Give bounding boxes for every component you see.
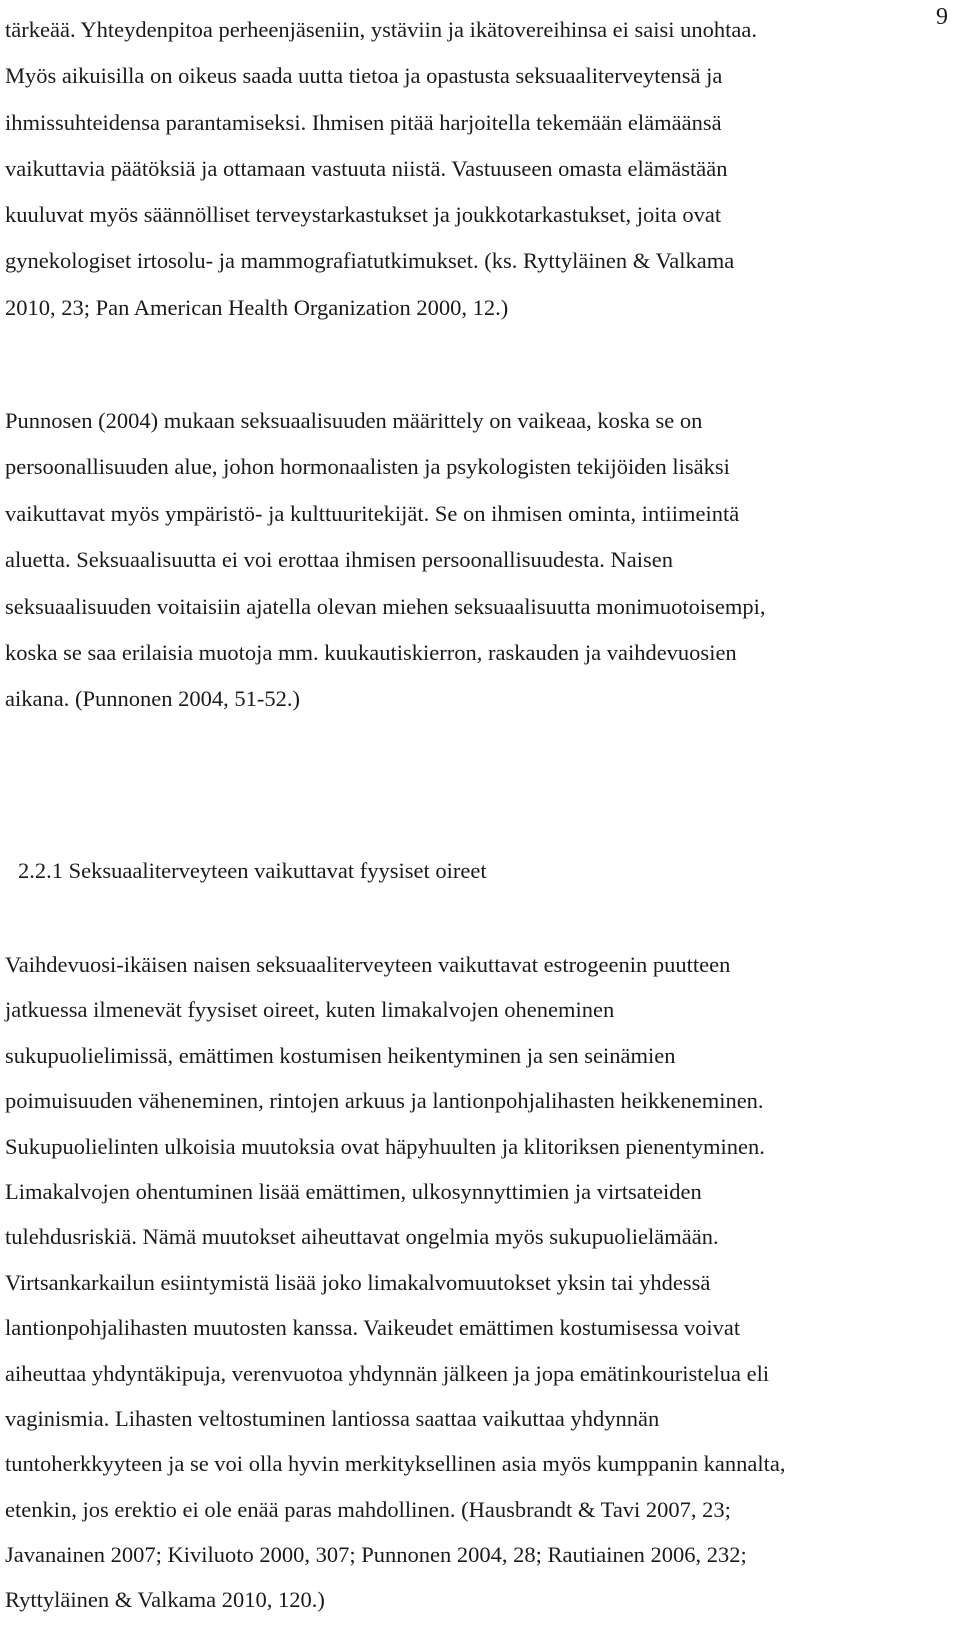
paragraph-line: tulehdusriskiä. Nämä muutokset aiheuttavat ongelmia myös sukupuolielämään. <box>5 1224 719 1250</box>
paragraph-line: vaginismia. Lihasten veltostuminen lantiossa saattaa vaikuttaa yhdynnän <box>5 1405 660 1431</box>
paragraph-line: lantionpohjalihasten muutosten kanssa. Vaikeudet emättimen kostumisessa voivat <box>5 1315 741 1341</box>
section-heading: 2.2.1 Seksuaaliterveyteen vaikuttavat fyysiset oireet <box>18 858 487 883</box>
paragraph-line: Myös aikuisilla on oikeus saada uutta tietoa ja opastusta seksuaaliterveytensä ja <box>5 63 723 89</box>
paragraph-line: persoonallisuuden alue, johon hormonaalisten ja psykologisten tekijöiden lisäksi <box>5 454 730 480</box>
paragraph-line: aikana. (Punnonen 2004, 51-52.) <box>5 686 300 712</box>
paragraph-line: ihmissuhteidensa parantamiseksi. Ihmisen pitää harjoitella tekemään elämäänsä <box>5 109 722 135</box>
page-number: 9 <box>936 4 948 30</box>
paragraph-line: vaikuttavat myös ympäristö- ja kulttuuritekijät. Se on ihmisen ominta, intiimeintä <box>5 500 740 526</box>
paragraph-line: jatkuessa ilmenevät fyysiset oireet, kuten limakalvojen oheneminen <box>5 997 615 1023</box>
paragraph-line: Sukupuolielinten ulkoisia muutoksia ovat häpyhuulten ja klitoriksen pienentyminen. <box>5 1133 765 1159</box>
paragraph-2 <box>5 398 955 723</box>
paragraph-line: tärkeää. Yhteydenpitoa perheenjäseniin, ystäviin ja ikätovereihinsa ei saisi unohtaa. <box>5 17 758 42</box>
paragraph-line: sukupuolielimissä, emättimen kostumisen heikentyminen ja sen seinämien <box>5 1042 676 1068</box>
paragraph-line: tuntoherkkyyteen ja se voi olla hyvin merkityksellinen asia myös kumppanin kannalta, <box>5 1451 786 1477</box>
paragraph-line: Punnosen (2004) mukaan seksuaalisuuden määrittely on vaikeaa, koska se on <box>5 408 703 433</box>
paragraph-line: poimuisuuden väheneminen, rintojen arkuus ja lantionpohjalihasten heikkeneminen. <box>5 1088 764 1114</box>
paragraph-line: etenkin, jos erektio ei ole enää paras mahdollinen. (Hausbrandt & Tavi 2007, 23; <box>5 1496 731 1522</box>
paragraph-line: Vaihdevuosi-ikäisen naisen seksuaaliterveyteen vaikuttavat estrogeenin puutteen <box>5 952 731 977</box>
paragraph-line: koska se saa erilaisia muotoja mm. kuukautiskierron, raskauden ja vaihdevuosien <box>5 639 737 665</box>
paragraph-line: 2010, 23; Pan American Health Organization 2000, 12.) <box>5 294 509 320</box>
paragraph-3 <box>5 942 955 1623</box>
paragraph-line: Limakalvojen ohentuminen lisää emättimen, ulkosynnyttimien ja virtsateiden <box>5 1178 702 1204</box>
paragraph-line: Javanainen 2007; Kiviluoto 2000, 307; Punnonen 2004, 28; Rautiainen 2006, 232; <box>5 1542 747 1568</box>
paragraph-1 <box>5 7 955 331</box>
paragraph-line: kuuluvat myös säännölliset terveystarkastukset ja joukkotarkastukset, joita ovat <box>5 202 722 228</box>
paragraph-line: gynekologiset irtosolu- ja mammografiatutkimukset. (ks. Ryttyläinen & Valkama <box>5 248 735 274</box>
paragraph-line: seksuaalisuuden voitaisiin ajatella olevan miehen seksuaalisuutta monimuotoisempi, <box>5 593 766 619</box>
paragraph-line: Virtsankarkailun esiintymistä lisää joko limakalvomuutokset yksin tai yhdessä <box>5 1269 711 1295</box>
paragraph-line: vaikuttavia päätöksiä ja ottamaan vastuuta niistä. Vastuuseen omasta elämästään <box>5 155 728 181</box>
paragraph-line: Ryttyläinen & Valkama 2010, 120.) <box>5 1587 325 1613</box>
paragraph-line: aiheuttaa yhdyntäkipuja, verenvuotoa yhdynnän jälkeen ja jopa emätinkouristelua eli <box>5 1360 770 1386</box>
paragraph-line: aluetta. Seksuaalisuutta ei voi erottaa ihmisen persoonallisuudesta. Naisen <box>5 547 673 573</box>
